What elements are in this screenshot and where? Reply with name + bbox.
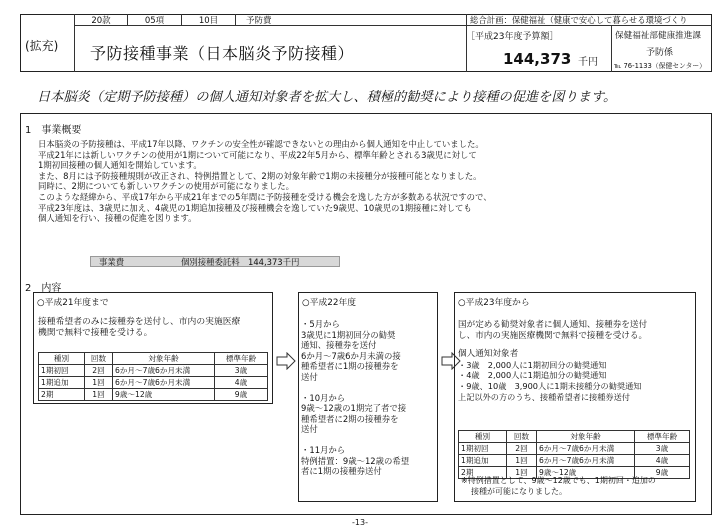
section2-heading: 2 内容 xyxy=(25,283,62,294)
table-cell: 2期 xyxy=(459,467,507,479)
note-line: ※特例措置として、9歳～12歳でも、1期初回・追加の xyxy=(461,476,656,485)
box-h23-line: 国が定める勧奨対象者に個人通知、接種券を送付 xyxy=(458,320,648,330)
table-cell: 9歳 xyxy=(635,467,690,479)
col-header: 対象年齢 xyxy=(113,353,215,365)
box-h21-title: ○平成21年度まで xyxy=(37,298,109,308)
col-header: 種別 xyxy=(459,431,507,443)
box-h22-line: 通知、接種券を送付 xyxy=(301,340,377,351)
budget-label: ［平成23年度予算額］ xyxy=(466,32,559,42)
box-h23-line: 上記以外の方のうち、接種希望者に接種券送付 xyxy=(458,391,630,402)
box-h22-line xyxy=(301,435,409,445)
table-row xyxy=(459,455,690,467)
table-cell: 2回 xyxy=(85,365,113,377)
box-h23-line: し、市内の実施医療機関で無料で接種を受ける。 xyxy=(458,330,648,341)
box-h22-line: 6か月～7歳6か月未満の接 xyxy=(301,350,401,361)
box-h22-line xyxy=(301,383,409,393)
code-moku: 10目 xyxy=(182,14,236,25)
box-h22-line: ・11月から xyxy=(301,444,346,455)
table-row xyxy=(39,389,268,401)
budget-value: 144,373 xyxy=(503,50,572,68)
tag-divider xyxy=(74,26,75,72)
col-header: 標準年齢 xyxy=(635,431,690,443)
box-h23-line: ・9歳、10歳 3,900人に1期未接種分の勧奨通知 xyxy=(458,380,642,391)
dept-line1: 保健福祉部健康推進課 xyxy=(615,31,701,41)
code-kou: 05項 xyxy=(128,14,182,25)
overview-line: 日本脳炎の予防接種は、平成17年以降、ワクチンの安全性が確認できないとの理由から個人通知を中止していました。 xyxy=(38,139,484,149)
box-h22-line: 種希望者に2期の接種券を xyxy=(301,413,399,424)
code-name: 予防費 xyxy=(246,15,272,26)
box-h22-line: ・5月から xyxy=(301,319,340,329)
table-cell: 1期追加 xyxy=(459,455,507,467)
table-cell: 3歳 xyxy=(635,443,690,455)
box-h23-text xyxy=(458,320,647,402)
box-h22-line: 種希望者に1期の接種券を xyxy=(301,361,399,372)
box-h21-line: 機関で無料で接種を受ける。 xyxy=(38,328,153,338)
table-cell: 3歳 xyxy=(215,365,268,377)
headline: 日本脳炎（定期予防接種）の個人通知対象者を拡大し、積極的勧奨により接種の促進を図ります。 xyxy=(37,90,617,105)
col-header: 回数 xyxy=(85,353,113,365)
table-cell: 1回 xyxy=(507,455,537,467)
table-cell: 9歳～12歳 xyxy=(113,389,215,401)
arrow-right-icon xyxy=(276,352,296,370)
box-h22-text xyxy=(301,319,409,477)
overview-line: 個人通知を行い、接種の促進を図ります。 xyxy=(38,213,197,224)
section1-body xyxy=(38,139,492,224)
table-cell: 1回 xyxy=(507,467,537,479)
table-row xyxy=(459,443,690,455)
box-h22-line: 送付 xyxy=(301,371,318,382)
section1-heading: 1 事業概要 xyxy=(25,125,82,136)
box-h22-line: 3歳児に1期初回分の勧奨 xyxy=(301,329,396,340)
dept-line2: 予防係 xyxy=(646,48,674,58)
plan-box: 総合計画：保健福祉（健康で安心して暮らせる環境づくり xyxy=(466,14,712,26)
expand-tag: (拡充) xyxy=(25,39,59,53)
overview-line: また、8月には予防接種規則が改正され、特例措置として、2期の対象年齢で1期の未接種分が接種可能となりました。 xyxy=(38,170,482,181)
table-cell: 1回 xyxy=(85,377,113,389)
col-header: 回数 xyxy=(507,431,537,443)
box-h22-title: ○平成22年度 xyxy=(302,298,357,308)
box-h22-line: 者に1期の接種券送付 xyxy=(301,466,382,477)
overview-line: このような経緯から、平成17年から平成21年までの5年間に予防接種を受ける機会を逸した方が多数ある状況ですので、 xyxy=(38,191,492,202)
box-h22-line: 9歳～12歳の1期完了者で接 xyxy=(301,403,407,414)
table-cell: 4歳 xyxy=(215,377,268,389)
box-h21-line: 接種希望者のみに接種券を送付し、市内の実施医療 xyxy=(38,317,241,327)
table-cell: 2期 xyxy=(39,389,85,401)
box-h23-line xyxy=(458,341,647,349)
table-cell: 6か月～7歳6か月未満 xyxy=(113,365,215,377)
code-row xyxy=(74,14,466,26)
box-h22-line: ・10月から xyxy=(301,392,346,403)
table-row xyxy=(39,377,268,389)
overview-line: 同時に、2期についても新しいワクチンの使用が可能になりました。 xyxy=(38,181,294,192)
table-cell: 1期初回 xyxy=(459,443,507,455)
table-cell: 4歳 xyxy=(635,455,690,467)
cost-bar xyxy=(90,256,340,267)
box-h23-line: ・3歳 2,000人に1期初回分の勧奨通知 xyxy=(458,359,607,370)
box-h21-table xyxy=(38,352,268,401)
table-cell: 9歳 xyxy=(215,389,268,401)
table-cell: 6か月～7歳6か月未満 xyxy=(537,455,635,467)
table-cell: 6か月～7歳6か月未満 xyxy=(113,377,215,389)
note-line: 接種が可能になりました。 xyxy=(471,486,567,496)
dept-tel: ℡ 76-1133（保健センター） xyxy=(614,62,706,70)
box-h22-line: 特例措置：9歳～12歳の希望 xyxy=(301,455,410,466)
table-cell: 1期初回 xyxy=(39,365,85,377)
table-cell: 1回 xyxy=(85,389,113,401)
box-h21-text xyxy=(38,317,240,339)
table-cell: 2回 xyxy=(507,443,537,455)
page-number: -13- xyxy=(352,518,368,527)
table-cell: 6か月～7歳6か月未満 xyxy=(537,443,635,455)
col-header: 標準年齢 xyxy=(215,353,268,365)
overview-line: 平成23年度は、3歳児に加え、4歳児の1期追加接種及び接種機会を逸していた9歳児、10歳児の1期接種に対しても xyxy=(38,202,472,213)
cost-label: 事業費 xyxy=(99,257,125,267)
box-h23-notes xyxy=(461,476,656,497)
page-title: 予防接種事業（日本脳炎予防接種） xyxy=(90,44,355,63)
col-header: 対象年齢 xyxy=(537,431,635,443)
table-cell: 1期追加 xyxy=(39,377,85,389)
box-h23-title: ○平成23年度から xyxy=(458,298,530,308)
overview-line: 平成21年には新しいワクチンの使用が1期について可能になり、平成22年5月から、標準年齢とされる3歳児に対して xyxy=(38,149,477,160)
overview-line: 1期初回接種の個人通知を開始しています。 xyxy=(38,160,202,171)
col-header: 種別 xyxy=(39,353,85,365)
table-header-row xyxy=(39,353,268,365)
box-h23-table xyxy=(458,430,690,479)
box-h23-line: 個人通知対象者 xyxy=(458,349,519,360)
table-row xyxy=(39,365,268,377)
budget-unit: 千円 xyxy=(578,57,598,68)
table-cell: 9歳～12歳 xyxy=(537,467,635,479)
code-kan: 20款 xyxy=(74,14,128,25)
table-header-row xyxy=(459,431,690,443)
box-h22-line: 送付 xyxy=(301,424,318,435)
box-h23-line: ・4歳 2,000人に1期追加分の勧奨通知 xyxy=(458,370,607,381)
cost-detail: 個別接種委託料 144,373千円 xyxy=(181,257,300,267)
